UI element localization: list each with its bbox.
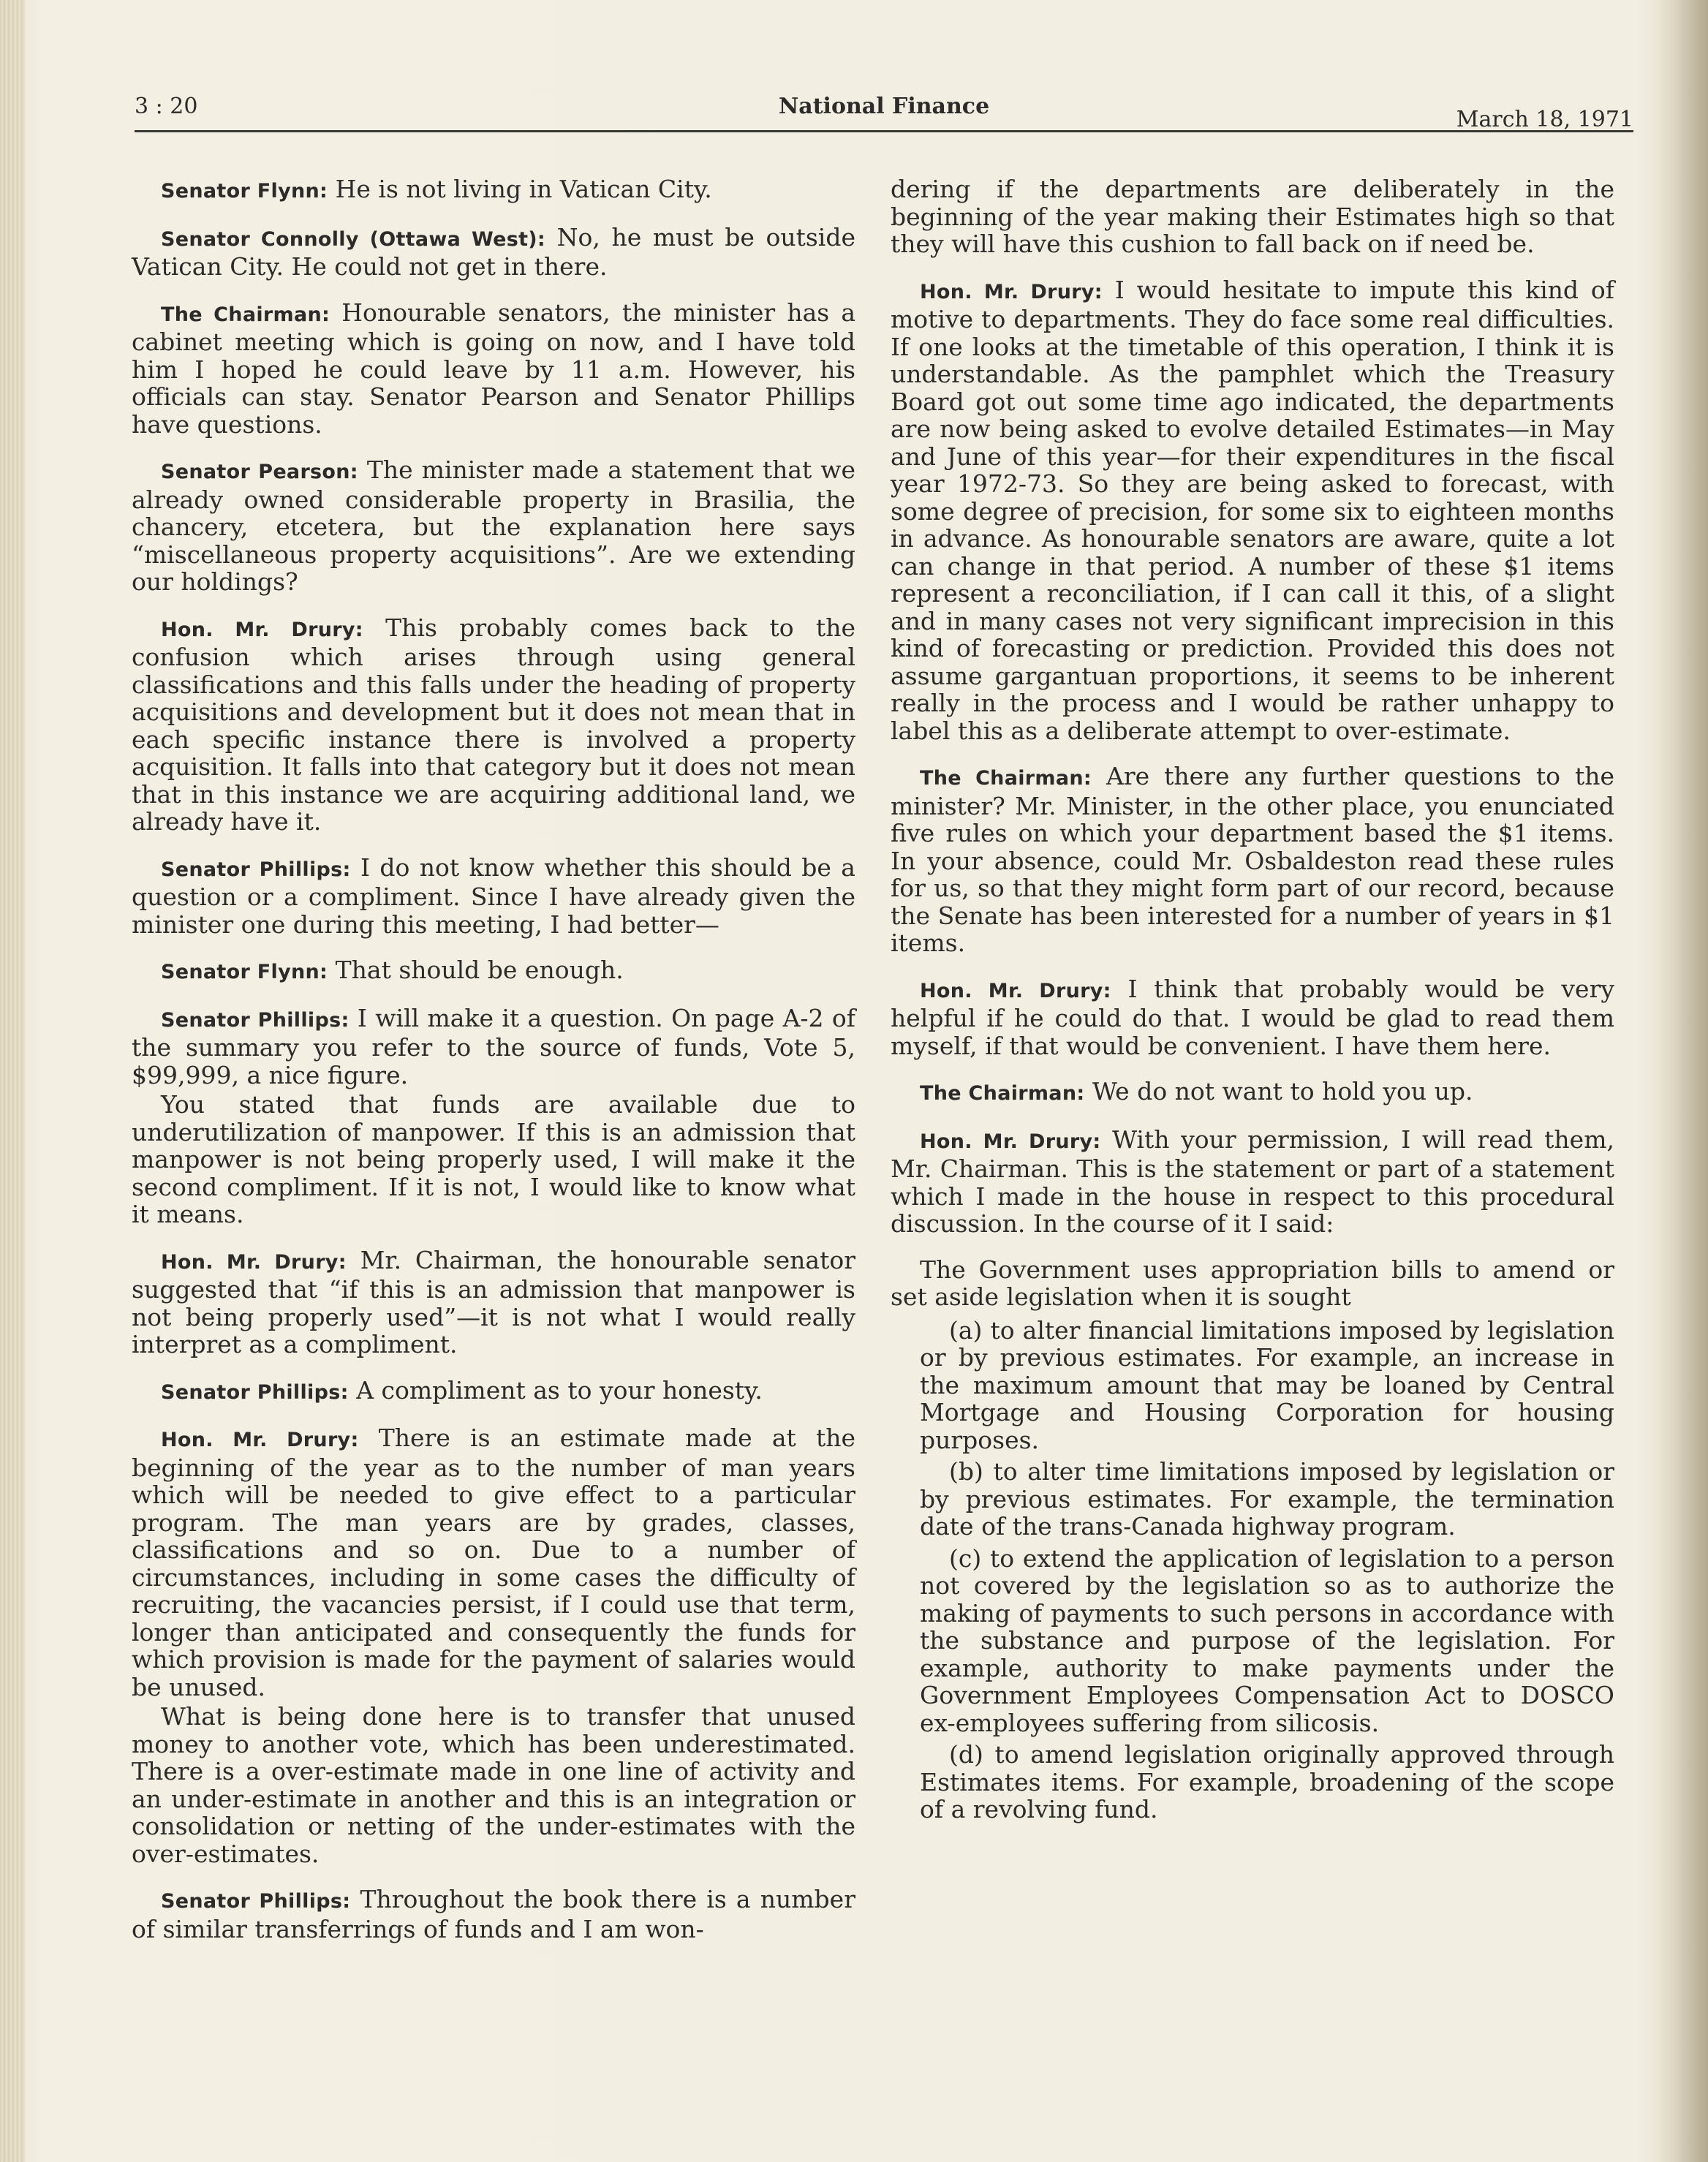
speech-text: Mr. Chairman, the honourable senator suggested that “if this is an admission that manpower is not being properly used”—it is not what I would really interpret as a compliment. bbox=[132, 1245, 855, 1358]
speaker-name: Senator Connolly (Ottawa West): bbox=[161, 227, 546, 251]
paragraph bbox=[132, 1886, 855, 1943]
right-column bbox=[891, 175, 1614, 1828]
speaker-name: Hon. Mr. Drury: bbox=[161, 1429, 359, 1451]
left-column bbox=[132, 175, 855, 1961]
quotation-item: (d) to amend legislation originally approved through Estimates items. For example, broadening of the scope of a revolving fund. bbox=[920, 1740, 1614, 1823]
paragraph bbox=[891, 1126, 1614, 1238]
paragraph bbox=[132, 1091, 855, 1228]
speaker-name: Senator Phillips: bbox=[161, 1890, 351, 1913]
speaker-name: Hon. Mr. Drury: bbox=[161, 618, 363, 641]
speaker-name: Hon. Mr. Drury: bbox=[920, 979, 1111, 1002]
paragraph bbox=[132, 1424, 855, 1701]
speaker-name: Hon. Mr. Drury: bbox=[920, 280, 1103, 303]
paragraph bbox=[132, 224, 855, 281]
speech-text: Honourable senators, the minister has a cabinet meeting which is going on now, and I have told him I hoped he could leave by 11 a.m. However, his officials can stay. Senator Pearson and Senator Phillips have questions. bbox=[132, 298, 855, 439]
paragraph bbox=[891, 763, 1614, 957]
speech-text: I will make it a question. On page A-2 of the summary you refer to the source of funds, Vote 5, $99,999, a nice figure. bbox=[132, 1003, 855, 1089]
header-rule bbox=[135, 130, 1633, 132]
paragraph bbox=[891, 175, 1614, 258]
speaker-name: Senator Phillips: bbox=[161, 1380, 349, 1404]
quotation-item: (b) to alter time limitations imposed by legislation or by previous estimates. For example, the termination date of the trans-Canada highway program. bbox=[920, 1457, 1614, 1541]
speech-text: He is not living in Vatican City. bbox=[335, 175, 712, 203]
speech-text: We do not want to hold you up. bbox=[1092, 1077, 1473, 1105]
speaker-name: Senator Flynn: bbox=[161, 180, 328, 203]
speech-text: The minister made a statement that we already owned considerable property in Brasilia, the chancery, etcetera, but the explanation here says “miscellaneous property acquisitions”. Are we extending our holdings? bbox=[132, 456, 855, 596]
speech-text: This probably comes back to the confusion which arises through using general classifications and this falls under the heading of property acquisitions and development but it does not mean that in each specific instance there is involved a property acquisition. It falls into that category but it does not mean that in this instance we are acquiring additional land, we already have it. bbox=[132, 613, 855, 836]
speech-text: dering if the departments are deliberately in the beginning of the year making their Estimates high so that they will have this cushion to fall back on if need be. bbox=[891, 175, 1614, 258]
quotation-item: (a) to alter financial limitations imposed by legislation or by previous estimates. For example, an increase in the maximum amount that may be loaned by Central Mortgage and Housing Corporation for housing purposes. bbox=[920, 1315, 1614, 1454]
speaker-name: The Chairman: bbox=[920, 767, 1092, 790]
paragraph bbox=[132, 1005, 855, 1089]
speaker-name: The Chairman: bbox=[161, 303, 330, 326]
speech-text: There is an estimate made at the beginning of the year as to the number of man years which will be needed to give effect to a particular program. The man years are by grades, classes, classifications and so on. Due to a number of circumstances, including in some cases the difficulty of recruiting, the vacancies persist, if I could use that term, longer than anticipated and consequently the funds for which provision is made for the payment of salaries would be unused. bbox=[132, 1424, 855, 1701]
speaker-name: Senator Pearson: bbox=[161, 461, 358, 483]
speech-text: Are there any further questions to the minister? Mr. Minister, in the other place, you enunciated five rules on which your department based the $1 items. In your absence, could Mr. Osbaldeston read these rules for us, so that they might form part of our record, because the Senate has been interested for a number of years in $1 items. bbox=[891, 762, 1614, 957]
speaker-name: Senator Flynn: bbox=[161, 961, 328, 983]
page-edge-shading bbox=[0, 0, 25, 2162]
quotation-item: (c) to extend the application of legislation to a person not covered by the legislation so as to authorize the making of payments to such persons in accordance with the substance and purpose of the legislation. For example, authority to make payments under the Government Employees Compensation Act to DOSCO ex-employees suffering from silicosis. bbox=[920, 1543, 1614, 1737]
speaker-name: Senator Phillips: bbox=[161, 858, 351, 881]
speaker-name: Hon. Mr. Drury: bbox=[161, 1250, 347, 1274]
binding-shadow bbox=[1657, 0, 1708, 2162]
paragraph bbox=[132, 1703, 855, 1867]
paragraph bbox=[132, 614, 855, 836]
paragraph bbox=[132, 175, 855, 205]
page-number: 3 : 20 bbox=[135, 94, 198, 119]
paragraph bbox=[132, 1247, 855, 1358]
speaker-name: Senator Phillips: bbox=[161, 1008, 349, 1032]
speech-text: I do not know whether this should be a question or a compliment. Since I have already given the minister one during this meeting, I had better— bbox=[132, 853, 855, 939]
paragraph bbox=[132, 854, 855, 939]
speech-text: I would hesitate to impute this kind of motive to departments. They do face some real difficulties. If one looks at the timetable of this operation, I think it is understandable. As the pamphlet which the Treasury Board got out some time ago indicated, the departments are now being asked to evolve detailed Estimates—in May and June of this year—for their expenditures in the fiscal year 1972-73. So they are being asked to forecast, with some degree of precision, for some six to eighteen months in advance. As honourable senators are aware, quite a lot can change in that period. A number of these $1 items represent a reconciliation, if I can call it this, of a slight and in many cases not very significant imprecision in this kind of forecasting or prediction. Provided this does not assume gargantuan proportions, it seems to be inherent really in the process and I would be rather unhappy to label this as a deliberate attempt to over-estimate. bbox=[891, 275, 1614, 745]
speech-text: That should be enough. bbox=[335, 956, 624, 984]
paragraph bbox=[132, 956, 855, 986]
journal-title: National Finance bbox=[778, 94, 990, 119]
paragraph bbox=[891, 276, 1614, 745]
paragraph bbox=[132, 299, 855, 439]
paragraph bbox=[891, 975, 1614, 1060]
speech-text: A compliment as to your honesty. bbox=[356, 1375, 763, 1405]
quotation-block bbox=[891, 1256, 1614, 1823]
paragraph bbox=[891, 1078, 1614, 1108]
speech-text: I think that probably would be very helpful if he could do that. I would be glad to read them myself, if that would be convenient. I have them here. bbox=[891, 974, 1614, 1060]
running-head bbox=[135, 91, 1633, 135]
speaker-name: Hon. Mr. Drury: bbox=[920, 1130, 1101, 1153]
quotation-intro: The Government uses appropriation bills to amend or set aside legislation when it is sought bbox=[891, 1255, 1614, 1311]
paragraph bbox=[132, 1377, 855, 1407]
speech-text: No, he must be outside Vatican City. He could not get in there. bbox=[132, 222, 855, 281]
paragraph bbox=[132, 456, 855, 596]
issue-date: March 18, 1971 bbox=[1456, 107, 1633, 132]
speech-text: You stated that funds are available due to underutilization of manpower. If this is an admission that manpower is not being properly used, I will make it the second compliment. If it is not, I would like to know what it means. bbox=[132, 1090, 855, 1228]
right-column-speeches bbox=[891, 175, 1614, 1238]
speech-text: Throughout the book there is a number of similar transferrings of funds and I am won- bbox=[132, 1885, 855, 1943]
quotation-items bbox=[891, 1317, 1614, 1823]
speech-text: With your permission, I will read them, Mr. Chairman. This is the statement or part of a statement which I made in the house in respect to this procedural discussion. In the course of it I said: bbox=[891, 1125, 1614, 1238]
speech-text: What is being done here is to transfer that unused money to another vote, which has been underestimated. There is a over-estimate made in one line of activity and an under-estimate in another and this is an integration or consolidation or netting of the under-estimates with the over-estimates. bbox=[132, 1702, 855, 1868]
speaker-name: The Chairman: bbox=[920, 1082, 1085, 1105]
